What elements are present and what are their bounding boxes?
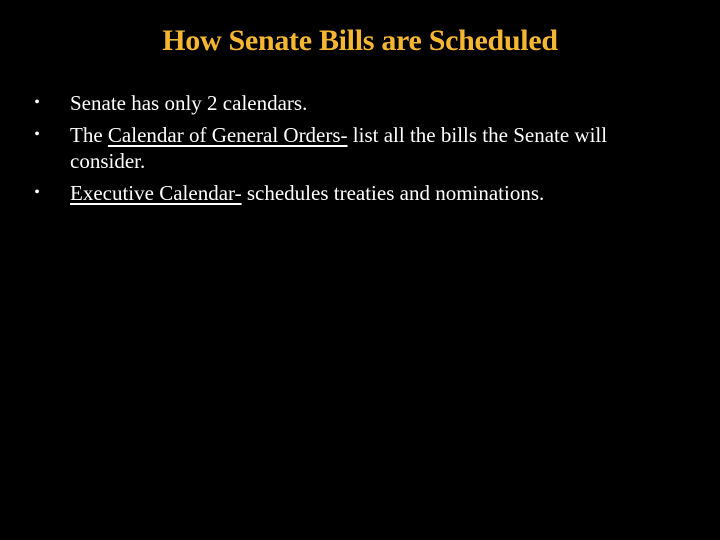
bullet-term: Calendar of General Orders- — [107, 123, 348, 147]
bullet-dot-icon: • — [34, 184, 40, 201]
slide-title: How Senate Bills are Scheduled — [162, 24, 558, 57]
bullet-item — [30, 180, 670, 206]
bullet-rest: schedules treaties and nominations. — [241, 181, 545, 205]
bullet-item — [30, 122, 670, 174]
bullet-list — [30, 90, 670, 212]
bullet-dot-icon: • — [34, 126, 40, 143]
bullet-text: Senate has only 2 calendars. — [70, 91, 308, 115]
bullet-rest: list all the bills the Senate will consider. — [70, 123, 608, 173]
bullet-prefix: The — [70, 123, 108, 147]
bullet-item — [30, 90, 670, 116]
bullet-dot-icon: • — [34, 94, 40, 111]
bullet-term: Executive Calendar- — [70, 181, 242, 205]
